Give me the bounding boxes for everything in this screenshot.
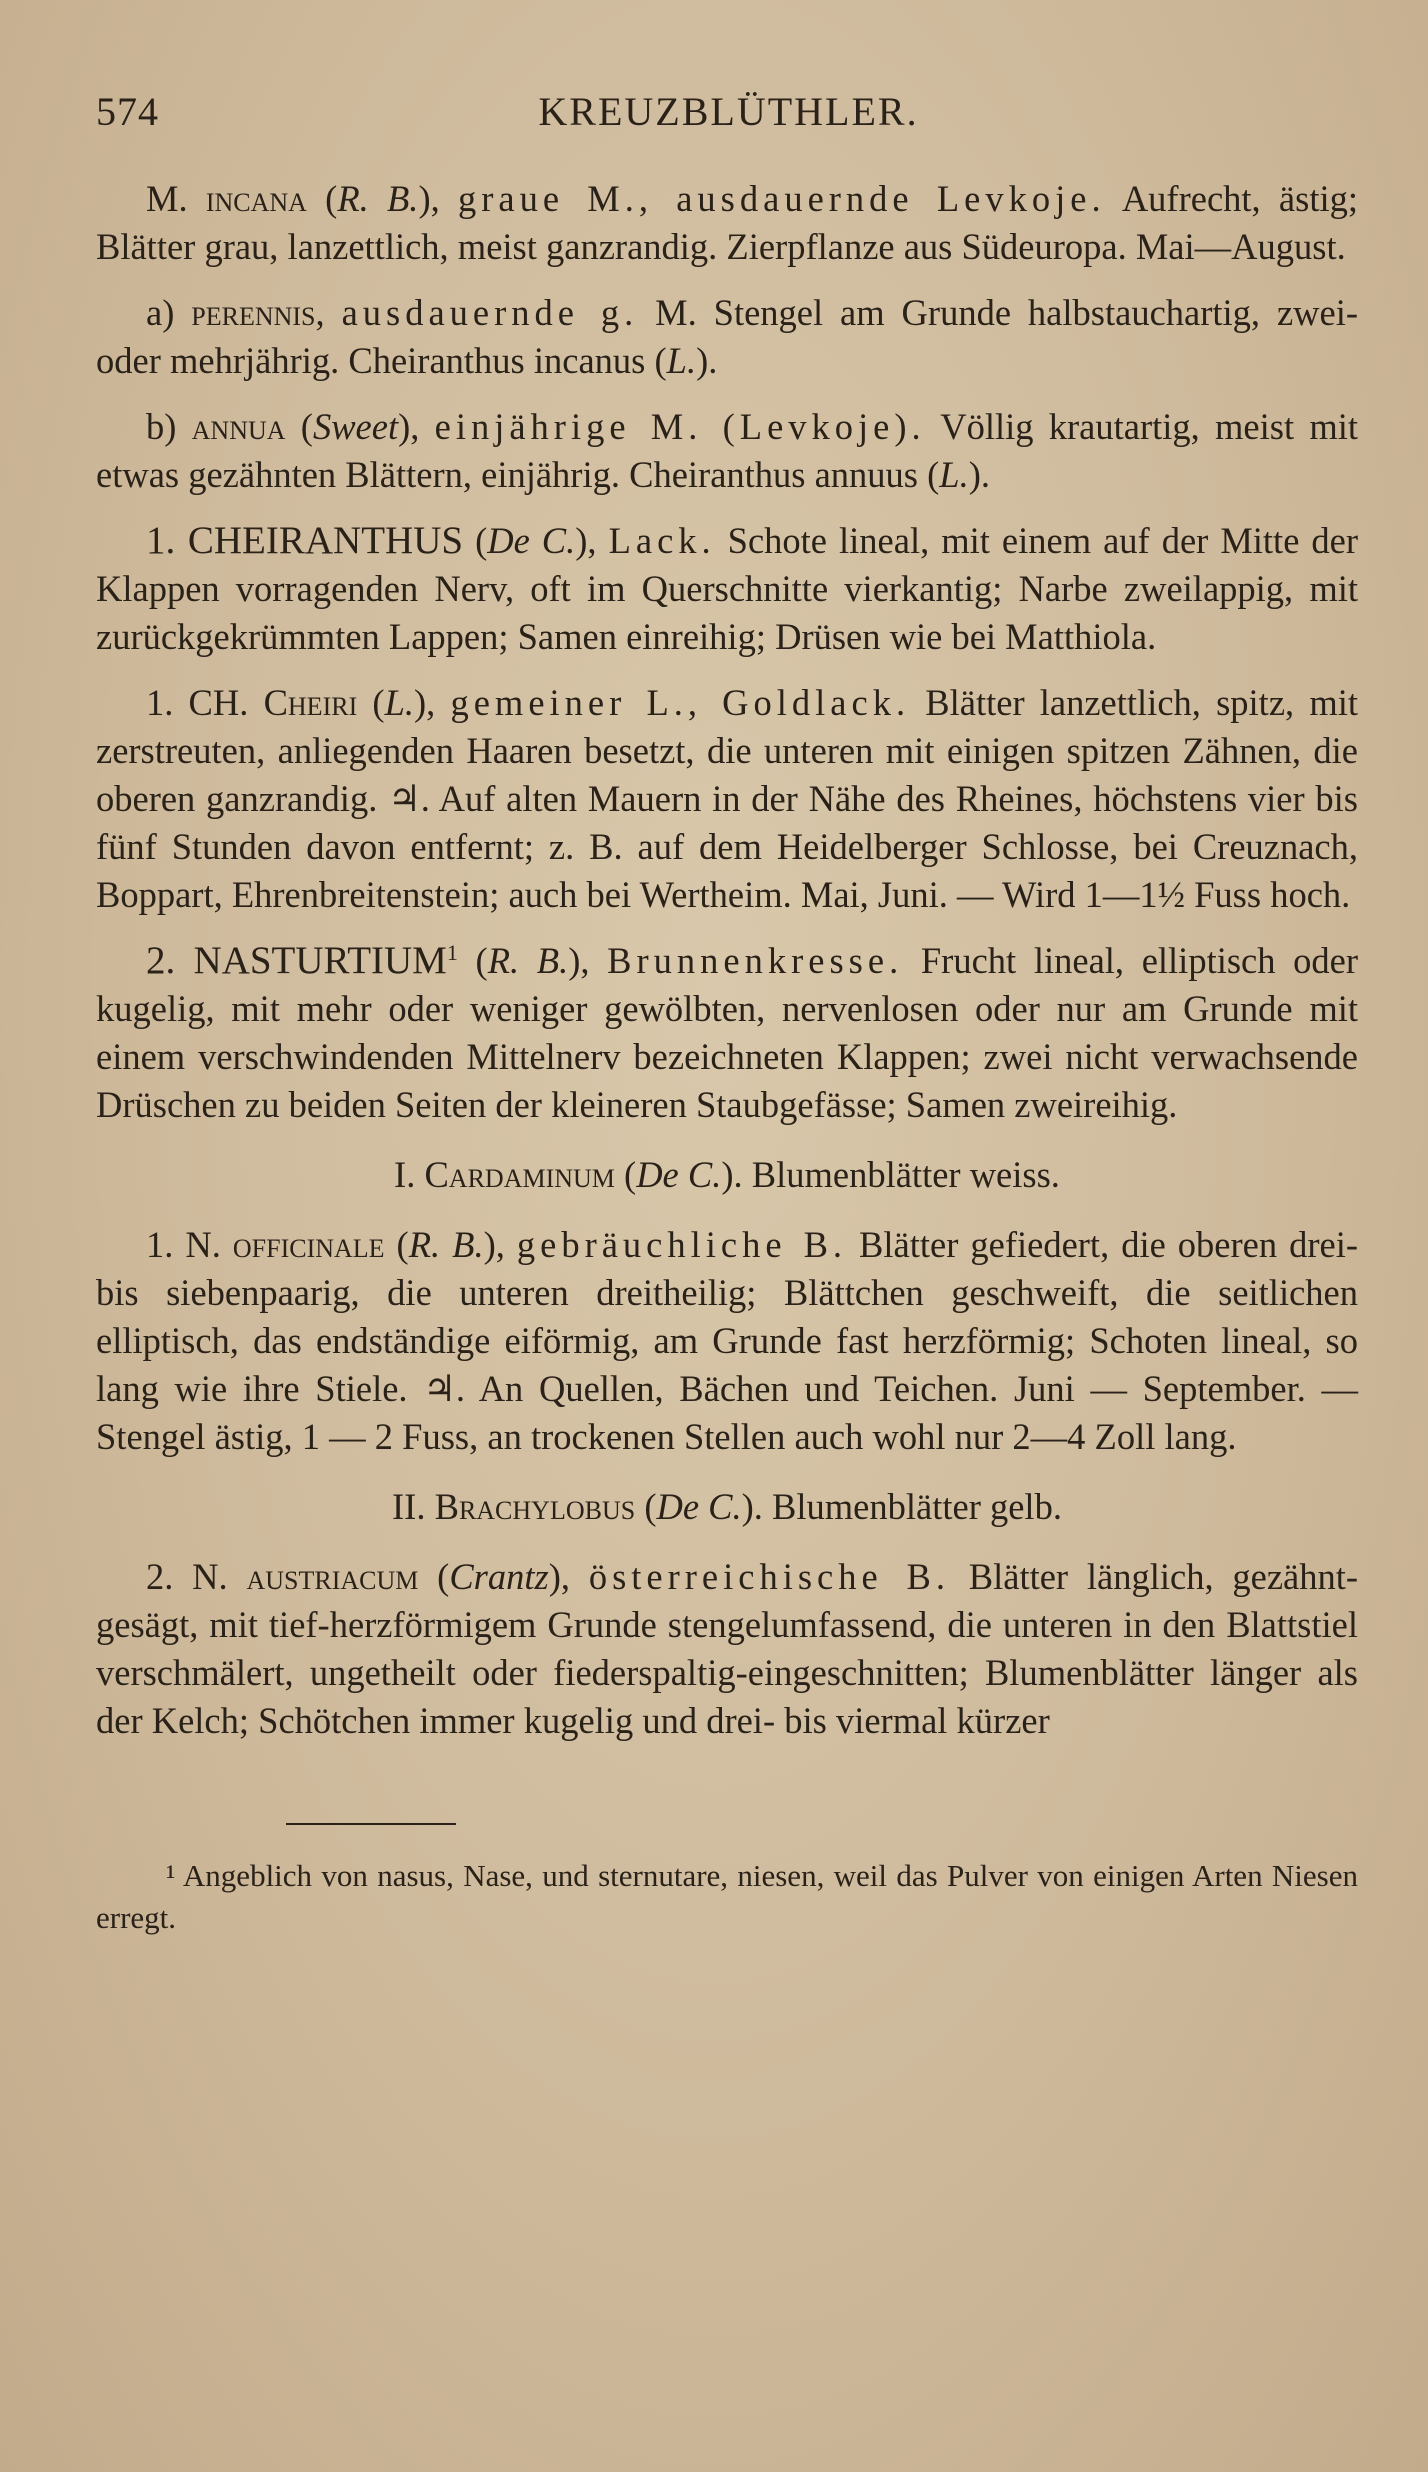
entry-variety-perennis: a) perennis, ausdauernde g. M. Stengel am Grunde halbstauchartig, zwei- oder mehrjährig. Cheiranthus incanus (L.). — [96, 292, 1358, 381]
entry-nasturtium-officinale: 1. N. officinale (R. B.), gebräuchliche B. Blätter gefiedert, die oberen drei- bis siebenpaarig, die unteren dreitheilig; Blättchen geschweift, die seitlichen elliptisch, das endständige eiförmig, am Grunde fast herzförmig; Schoten lineal, so lang wie ihre Stiele. ♃. An Quellen, Bächen und Teichen. Juni — September. — Stengel ästig, 1 — 2 Fuss, an trockenen Stellen auch wohl nur 2—4 Zoll lang. — [96, 1224, 1359, 1457]
entry-variety-annua: b) annua (Sweet), einjährige M. (Levkoje). Völlig krautartig, meist mit etwas gezähnten Blättern, einjährig. Cheiranthus annuus (L.). — [96, 406, 1359, 495]
section-heading-cardaminum: I. Cardaminum (De C.). Blumenblätter weiss. — [394, 1154, 1060, 1195]
footnote-marker: 1 — [446, 939, 458, 965]
entry-matthiola-incana: M. incana (R. B.), graue M., ausdauernde Levkoje. Aufrecht, ästig; Blätter grau, lanzettlich, meist ganzrandig. Zierpflanze aus Südeuropa. Mai—August. — [96, 178, 1358, 267]
page-number: 574 — [96, 89, 159, 134]
genus-cheiranthus: 1. CHEIRANTHUS (De C.), Lack. Schote lineal, mit einem auf der Mitte der Klappen vorragenden Nerv, oft im Querschnitte vierkantig; Narbe zweilappig, mit zurückgekrümmten Lappen; Samen einreihig; Drüsen wie bei Matthiola. — [96, 519, 1359, 657]
entry-cheiranthus-cheiri: 1. CH. Cheiri (L.), gemeiner L., Goldlack. Blätter lanzettlich, spitz, mit zerstreuten, anliegenden Haaren besetzt, die unteren mit einigen spitzen Zähnen, die oberen ganzrandig. ♃. Auf alten Mauern in der Nähe des Rheines, höchstens vier bis fünf Stunden davon entfernt; z. B. auf dem Heidelberger Schlosse, bei Creuznach, Boppart, Ehrenbreitenstein; auch bei Wertheim. Mai, Juni. — Wird 1—1½ Fuss hoch. — [96, 682, 1358, 915]
section-heading-brachylobus: II. Brachylobus (De C.). Blumenblätter gelb. — [392, 1486, 1062, 1527]
entry-nasturtium-austriacum: 2. N. austriacum (Crantz), österreichische B. Blätter länglich, gezähnt-gesägt, mit tief-herzförmigem Grunde stengelumfassend, die unteren in den Blattstiel verschmälert, ungetheilt oder fiederspaltig-eingeschnitten; Blumenblätter länger als der Kelch; Schötchen immer kugelig und drei- bis viermal kürzer — [96, 1556, 1359, 1741]
footnote-divider — [286, 1823, 456, 1825]
running-title: KREUZBLÜTHLER. — [538, 89, 919, 134]
page-header — [96, 88, 1358, 135]
footnote: ¹ Angeblich von nasus, Nase, und sternutare, niesen, weil das Pulver von einigen Arten Niesen erregt. — [96, 1858, 1358, 1935]
genus-nasturtium: 2. NASTURTIUM$^1$ (R. B.), Brunnenkresse. Frucht lineal, elliptisch oder kugelig, mit mehr oder weniger gewölbten, nervenlosen oder nur am Grunde mit einem verschwindenden Mittelnerv bezeichneten Klappen; zwei nicht verwachsende Drüschen zu beiden Seiten der kleineren Staubgefässe; Samen zweireihig. — [96, 939, 1359, 1125]
